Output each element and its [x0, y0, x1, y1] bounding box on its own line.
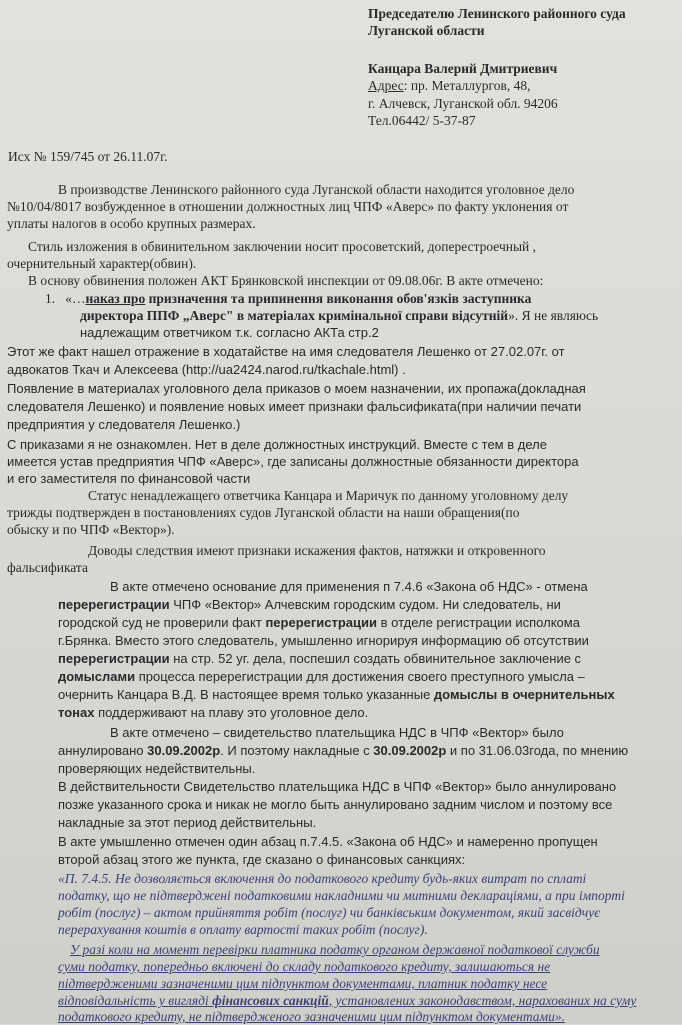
- p11-line-2: позже указанного срока и никак не могло быть аннулировано задним числом и поэтому все: [58, 797, 613, 812]
- addressee-line-1: Председателю Ленинского районного суда: [368, 6, 626, 21]
- p6-line-1: С приказами я не ознакомлен. Нет в деле должностных инструкций. Вместе с тем в деле: [7, 437, 547, 452]
- p10-line-2: [58, 742, 628, 759]
- p9-line-4: г.Брянка. Вместо этого следователь, умышленно игнорируя информацию об отсутствии: [58, 633, 589, 648]
- p9-bold-6: тонах: [58, 705, 95, 720]
- p10-line-3: проверяющих недействительны.: [58, 761, 256, 776]
- p9-line-7: [58, 686, 615, 703]
- quote-1-line-2: податку, що не підтверджені податковими накладними чи митними деклараціями, а при імпорті: [58, 888, 625, 903]
- p9-line-1: В акте отмечено основание для применения п 7.4.6 «Закона об НДС» - отмена: [110, 579, 588, 594]
- p11-line-3: накладные за этот период действительны.: [58, 815, 317, 830]
- p10-text-1: аннулировано: [58, 743, 148, 758]
- sender-phone: Тел.06442/ 5-37-87: [368, 113, 476, 128]
- p1-line-3: уплаты налогов в особо крупных размерах.: [7, 216, 256, 231]
- address-label: Адрес: [368, 78, 404, 93]
- p10-text-3: и по 31.06.03года, по мнению: [446, 743, 629, 758]
- p9-bold-2: перерегистрации: [265, 615, 378, 630]
- p9-text-2: городской суд не проверили факт: [58, 615, 266, 630]
- item-line-2-tail: ». Я не являюсь: [508, 308, 599, 323]
- item-bold-underlined: наказ про: [85, 291, 146, 306]
- p9-text-5: процесса перерегистрации для достижения своего преступного умысла –: [135, 669, 585, 684]
- p7-line-3: обыску и по ЧПФ «Вектор»).: [7, 522, 175, 537]
- p1-line-1: В производстве Ленинского районного суда Луганской области находится уголовное дело: [58, 182, 575, 197]
- p9-bold-4: домыслами: [58, 669, 136, 684]
- p6-line-2: имеется устав предприятия ЧПФ «Аверс», где записаны должностные обязанности директора: [7, 454, 579, 469]
- p9-bold-5: домыслы в очернительных: [433, 687, 615, 702]
- quote-2-close: ».: [554, 1009, 565, 1024]
- sender-address-line-1: [368, 77, 530, 94]
- quote-2-line-2: суми податку, попередньо включені до складу податкового кредиту, залишаються не: [58, 959, 551, 974]
- p10-date-1: 30.09.2002р: [147, 743, 221, 758]
- p9-line-8: [58, 704, 368, 721]
- p9-line-3: [58, 614, 580, 631]
- p8-line-1: Доводы следствия имеют признаки искажения фактов, натяжки и откровенного: [88, 543, 546, 558]
- item-1-line-1: [45, 290, 531, 307]
- p9-text-3: в отделе регистрации исполкома: [377, 615, 580, 630]
- p9-text-1: ЧПФ «Вектор» Алчевским городским судом. Ни следователь, ни: [169, 597, 561, 612]
- p6-line-3: и его заместителя по финансовой части: [7, 471, 251, 486]
- p12-line-1: В акте умышленно отмечен один абзац п.7.4.5. «Закона об НДС» и намеренно пропущен: [58, 834, 598, 849]
- p9-text-4: на стр. 52 уг. дела, поспешил создать обвинительное заключение с: [169, 651, 582, 666]
- sender-address-line-2: г. Алчевск, Луганской обл. 94206: [368, 96, 558, 111]
- quote-2-bold: фінансових санкцій: [212, 993, 329, 1008]
- p9-text-6: очернить Канцара В.Д. В настоящее время только указанные: [58, 687, 434, 702]
- p5-line-1: Появление в материалах уголовного дела приказов о моем назначении, их пропажа(докладная: [7, 381, 586, 396]
- p10-line-1: В акте отмечено – свидетельство плательщика НДС в ЧПФ «Вектор» было: [110, 725, 564, 740]
- p2-line-2: очернительный характер(обвин).: [7, 256, 197, 271]
- p8-line-2: фальсификата: [7, 560, 88, 575]
- p1-line-2: №10/04/8017 возбужденное в отношении должностных лиц ЧПФ «Аверс» по факту уклонения от: [7, 199, 569, 214]
- quote-1-line-1: «П. 7.4.5. Не дозволяється включення до податкового кредиту будь-яких витрат по сплаті: [58, 871, 587, 886]
- item-1-line-2: [80, 307, 598, 324]
- quote-1-line-4: перерахування коштів в оплату вартості таких робіт (послуг).: [58, 922, 428, 937]
- p2-line-1: Стиль изложения в обвинительном заключении носит просоветский, доперестроечный ,: [28, 239, 537, 254]
- outgoing-reference: Исх № 159/745 от 26.11.07г.: [8, 149, 168, 164]
- quote-2-line-3: підтвердженими зазначеними цим підпунктом документами, платник податку несе: [58, 976, 548, 991]
- quote-1-line-3: робіт (послуг) – актом прийняття робіт (послуг) чи банківським документом, який засвідчує: [58, 905, 601, 920]
- p3-line-1: В основу обвинения положен АКТ Брянковской инспекции от 09.08.06г. В акте отмечено:: [28, 273, 544, 288]
- p11-line-1: В действительности Свидетельство плательщика НДС в ЧПФ «Вектор» было аннулировано: [58, 779, 617, 794]
- item-bold-text: призначення та припинення виконання обов'язків заступника: [145, 291, 532, 306]
- item-number: 1.: [45, 291, 56, 306]
- p9-line-6: [58, 668, 585, 685]
- p5-line-2: следователя Лешенко) и появление новых имеет признаки фальсификата(при наличии печати: [7, 399, 582, 414]
- p9-line-2: [58, 596, 561, 613]
- addressee-line-2: Луганской области: [368, 23, 485, 38]
- quote-2-text-3: податкового кредиту, не підтвердженого зазначеними цим підпунктом документами: [58, 1009, 555, 1024]
- p7-line-2: трижды подтвержден в постановлениях судов Луганской области на наши обращения(по: [7, 505, 520, 520]
- p9-line-5: [58, 650, 581, 667]
- p5-line-3: предприятия у следователя Лешенко.): [7, 417, 241, 432]
- p9-bold-3: перерегистрации: [58, 651, 170, 666]
- quote-2-line-1: У разі коли на момент перевірки платника податку органом державної податкової служби: [70, 942, 600, 957]
- p9-bold-1: перерегистрации: [58, 597, 170, 612]
- item-bold-line-2: директора ППФ „Аверс" в матеріалах кримінальної справи відсутній: [80, 308, 509, 323]
- p10-date-2: 30.09.2002р: [373, 743, 447, 758]
- quote-2-line-4: [58, 992, 636, 1009]
- p12-line-2: второй абзац этого же пункта, где сказано о финансовых санкциях:: [58, 852, 466, 867]
- p4-line-2: адвокатов Ткач и Алексеева (http://ua2424.narod.ru/tkachale.html) .: [7, 362, 406, 377]
- p7-line-1: Статус ненадлежащего ответчика Канцара и Маричук по данному уголовному делу: [88, 488, 569, 503]
- sender-name: Канцара Валерий Дмитриевич: [368, 61, 558, 76]
- p10-text-2: . И поэтому накладные с: [220, 743, 374, 758]
- p9-text-7: поддерживают на плаву это уголовное дело.: [94, 705, 369, 720]
- address-street: : пр. Металлургов, 48,: [403, 78, 531, 93]
- quote-2-line-5: [58, 1008, 565, 1025]
- item-1-line-3: надлежащим ответчиком т.к. согласно АКТа стр.2: [80, 325, 379, 340]
- p4-line-1: Этот же факт нашел отражение в ходатайстве на имя следователя Лешенко от 27.02.07г. от: [7, 344, 565, 359]
- item-quote-open: «…: [65, 291, 86, 306]
- quote-2-text-2: , установлених законодавством, нарахованих на суму: [328, 993, 637, 1008]
- quote-2-text-1: відповідальність у вигляді: [58, 993, 213, 1008]
